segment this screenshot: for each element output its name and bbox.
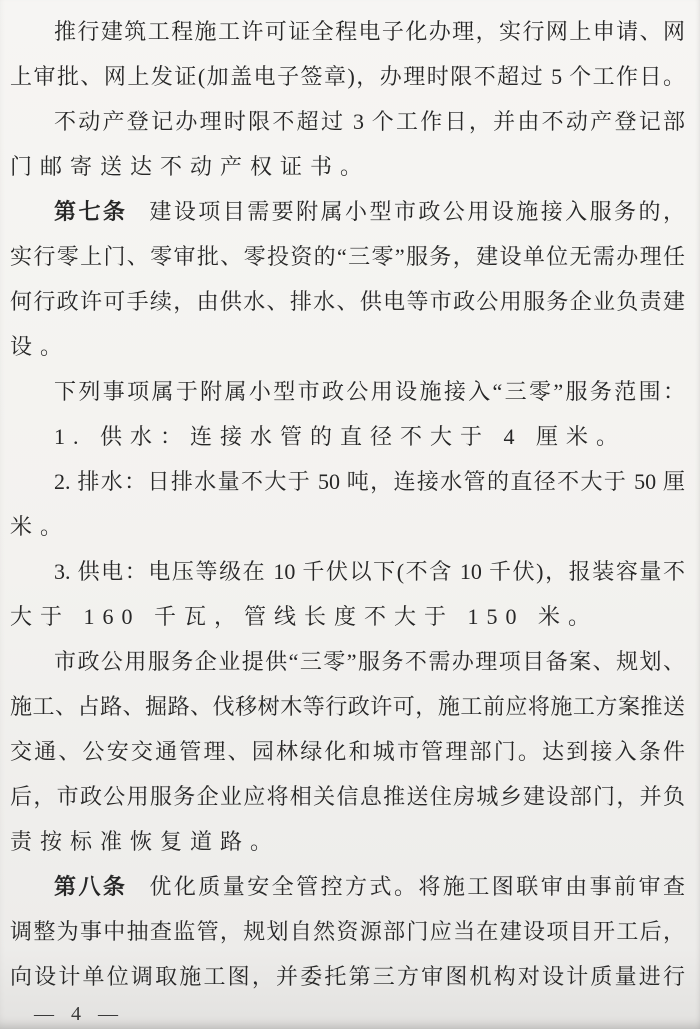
- text-line: 向设计单位调取施工图，并委托第三方审图机构对设计质量进行: [10, 964, 685, 989]
- text-line: 米。: [10, 514, 71, 539]
- text-line: 何行政许可手续，由供水、排水、供电等市政公用服务企业负责建: [10, 289, 685, 314]
- article-8-body-start: 优化质量安全管控方式。将施工图联审由事前审查: [149, 874, 685, 899]
- text-line: 实行零上门、零审批、零投资的“三零”服务，建设单位无需办理任: [10, 244, 685, 269]
- text-line-item-1: 1. 供水：连接水管的直径不大于 4 厘米。: [54, 424, 627, 449]
- text-line: 施工、占路、掘路、伐移树木等行政许可，施工前应将施工方案推送: [10, 694, 685, 719]
- text-line: 大于 160 千瓦，管线长度不大于 150 米。: [10, 604, 599, 629]
- text-line: 设。: [10, 334, 71, 359]
- text-line: 市政公用服务企业提供“三零”服务不需办理项目备案、规划、: [54, 649, 685, 674]
- article-7-body-start: 建设项目需要附属小型市政公用设施接入服务的，: [149, 199, 685, 224]
- article-8-heading: 第八条: [54, 874, 128, 899]
- text-line-item-3: 3. 供电：电压等级在 10 千伏以下(不含 10 千伏)，报装容量不: [54, 559, 685, 584]
- article-7-heading: 第七条: [54, 199, 128, 224]
- page-number: — 4 —: [34, 1003, 120, 1025]
- text-line: 交通、公安交通管理、园林绿化和城市管理部门。达到接入条件: [10, 739, 685, 764]
- text-line: 调整为事中抽查监管，规划自然资源部门应当在建设项目开工后，: [10, 919, 685, 944]
- text-line: 不动产登记办理时限不超过 3 个工作日，并由不动产登记部: [54, 109, 685, 134]
- text-line: 门邮寄送达不动产权证书。: [10, 154, 371, 179]
- text-line-article-7: [10, 189, 685, 234]
- text-line-item-2: 2. 排水：日排水量不大于 50 吨，连接水管的直径不大于 50 厘: [54, 469, 685, 494]
- text-line: 推行建筑工程施工许可证全程电子化办理，实行网上申请、网: [54, 19, 685, 44]
- text-line-article-8: [10, 864, 685, 909]
- text-line: 上审批、网上发证(加盖电子签章)，办理时限不超过 5 个工作日。: [10, 64, 685, 89]
- text-line: 责按标准恢复道路。: [10, 829, 281, 854]
- text-line: 下列事项属于附属小型市政公用设施接入“三零”服务范围：: [54, 379, 685, 404]
- text-line: 后，市政公用服务企业应将相关信息推送住房城乡建设部门，并负: [10, 784, 685, 809]
